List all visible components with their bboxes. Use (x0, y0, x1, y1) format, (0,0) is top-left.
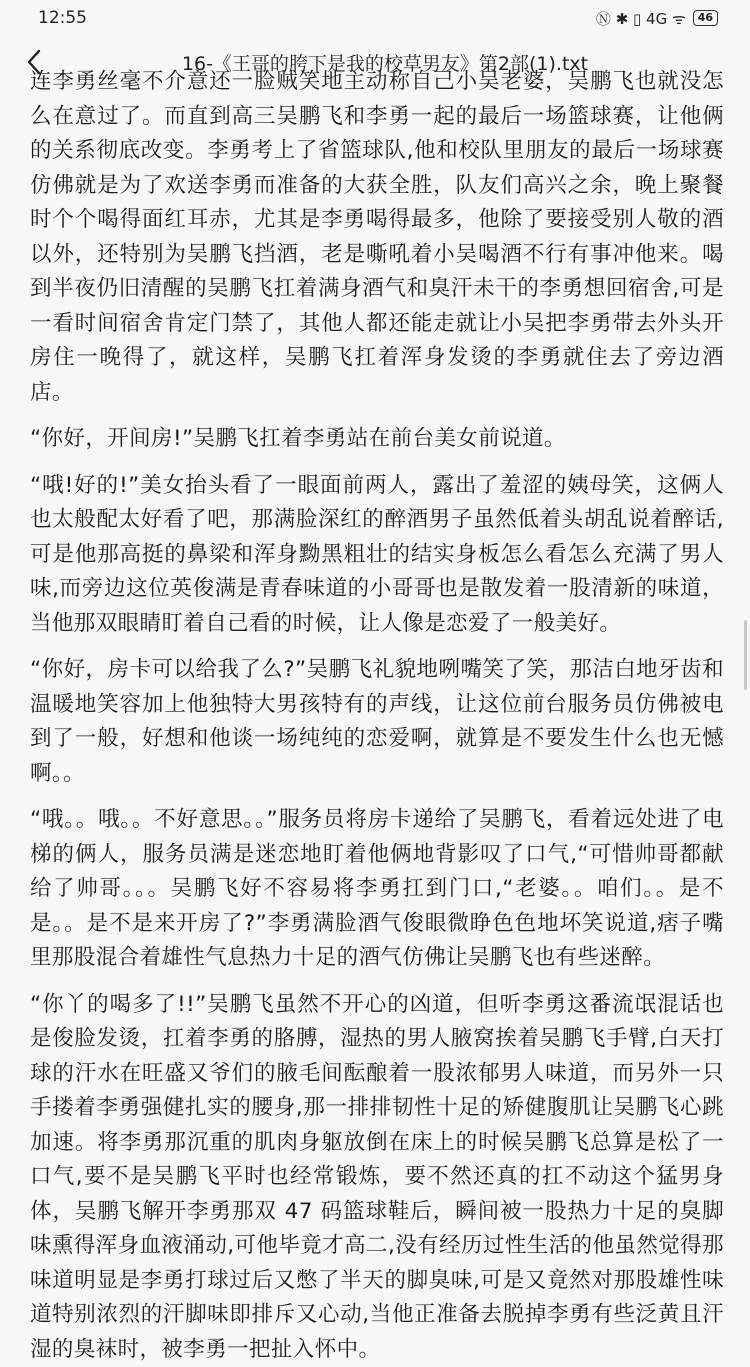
battery-icon: 46 (693, 10, 718, 26)
scrollbar[interactable] (744, 620, 747, 690)
paragraph: 连李勇丝毫不介意还一脸贼笑地主动称自己小吴老婆，吴鹏飞也就没怎么在意过了。而直到高三吴鹏飞和李勇一起的最后一场篮球赛，让他俩的关系彻底改变。李勇考上了省篮球队,他和校队里朋友的最后一场球赛仿佛就是为了欢送李勇而准备的大获全胜，队友们高兴之余，晚上聚餐时个个喝得面红耳赤，尤其是李勇喝得最多，他除了要接受别人敬的酒以外，还特别为吴鹏飞挡酒，老是嘶吼着小吴喝酒不行有事冲他来。喝到半夜仍旧清醒的吴鹏飞扛着满身酒气和臭汗未干的李勇想回宿舍,可是一看时间宿舍肯定门禁了，其他人都还能走就让小吴把李勇带去外头开房住一晚得了，就这样，吴鹏飞扛着浑身发烫的李勇就住去了旁边酒店。 (0, 65, 750, 410)
paragraph: “你好，房卡可以给我了么?”吴鹏飞礼貌地咧嘴笑了笑，那洁白地牙齿和温暖地笑容加上他独特大男孩特有的声线，让这位前台服务员仿佛被电到了一般，好想和他谈一场纯纯的恋爱啊，就算是不要发生什么也无憾啊。。 (0, 653, 750, 791)
status-time: 12:55 (38, 8, 87, 28)
document-title: 16-《王哥的胯下是我的校草男友》第2部(1).txt (0, 49, 750, 76)
paragraph: “哦。。哦。。不好意思。。”服务员将房卡递给了吴鹏飞，看着远处进了电梯的俩人，服务员满是迷恋地盯着他俩地背影叹了口气,“可惜帅哥都献给了帅哥。。。吴鹏飞好不容易将李勇扛到门口,“老婆。。咱们。。是不是。。是不是来开房了?”李勇满脸酒气俊眼微睁色色地坏笑说道,痞子嘴里那股混合着雄性气息热力十足的酒气仿佛让吴鹏飞也有些迷醉。 (0, 803, 750, 976)
paragraph: “你好，开间房!”吴鹏飞扛着李勇站在前台美女前说道。 (0, 422, 750, 457)
status-icons (596, 8, 718, 29)
status-bar (0, 0, 750, 36)
status-icons-text: Ⓝ ✱ ▯ 4G ᯤ (596, 8, 686, 29)
reader-content[interactable] (0, 80, 750, 1200)
paragraph: “哦!好的!”美女抬头看了一眼面前两人，露出了羞涩的姨母笑，这俩人也太般配太好看了吧，那满脸深红的醉酒男子虽然低着头胡乱说着醉话,可是他那高挺的鼻梁和浑身黝黑粗壮的结实身板怎么看怎么充满了男人味,而旁边这位英俊满是青春味道的小哥哥也是散发着一股清新的味道，当他那双眼睛盯着自己看的时候，让人像是恋爱了一般美好。 (0, 469, 750, 642)
paragraph: “你丫的喝多了!!”吴鹏飞虽然不开心的凶道，但听李勇这番流氓混话也是俊脸发烫，扛着李勇的胳膊，湿热的男人腋窝挨着吴鹏飞手臂,白天打球的汗水在旺盛又爷们的腋毛间酝酿着一股浓郁男人味道，而另外一只手搂着李勇强健扎实的腰身,那一排排韧性十足的矫健腹肌让吴鹏飞心跳加速。将李勇那沉重的肌肉身躯放倒在床上的时候吴鹏飞总算是松了一口气,要不是吴鹏飞平时也经常锻炼，要不然还真的扛不动这个猛男身体，吴鹏飞解开李勇那双 47 码篮球鞋后，瞬间被一股热力十足的臭脚味熏得浑身血液涌动,可他毕竟才高二,没有经历过性生活的他虽然觉得那味道明显是李勇打球过后又憋了半天的脚臭味,可是又竟然对那股雄性味道特别浓烈的汗脚味即排斥又心动,当他正准备去脱掉李勇有些泛黄且汗湿的臭袜时，被李勇一把扯入怀中。 (0, 988, 750, 1367)
